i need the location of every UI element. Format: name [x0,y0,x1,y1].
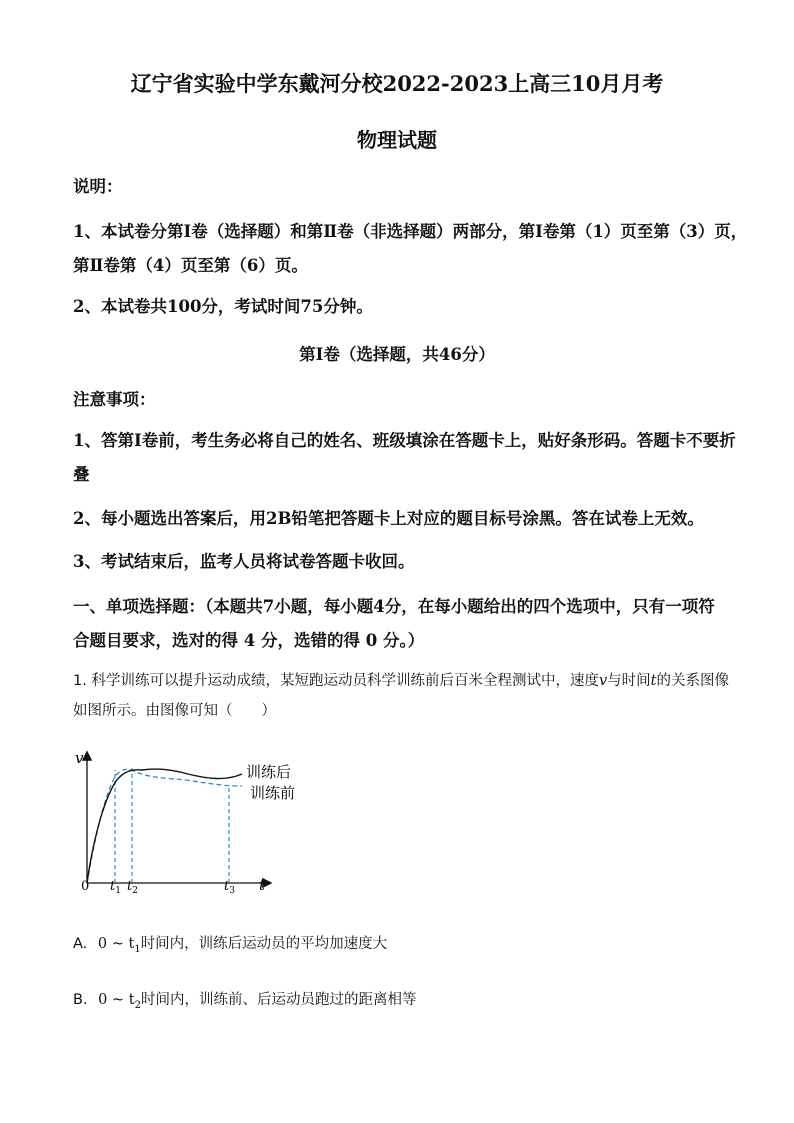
legend-after-training: 训练后 [246,763,292,781]
question-1-line-2: 如图所示。由图像可知（ ） [73,703,276,719]
var-t: t [650,673,657,689]
instructions-heading: 说明： [73,177,123,196]
option-b-text: 时间内，训练前、后运动员跑过的距离相等 [140,992,417,1008]
note-item-2: 2、每小题选出答案后，用2B铅笔把答题卡上对应的题目标号涂黑。答在试卷上无效。 [73,509,704,528]
section-1-line-1: 一、单项选择题：（本题共7小题，每小题4分，在每小题给出的四个选项中，只有一项符 [73,597,715,616]
tick-t1: $t_1$ [110,879,121,896]
instruction-item-1-line-1: 1、本试卷分第Ⅰ卷（选择题）和第Ⅱ卷（非选择题）两部分，第Ⅰ卷第（1）页至第（3）页， [73,222,748,241]
tick-t3: $t_3$ [224,879,235,896]
option-a-range: 0 ~ $t_1$ [97,936,141,955]
before-training-curve [87,769,242,883]
x-axis-label: t [259,876,266,894]
instruction-item-2: 2、本试卷共100分，考试时间75分钟。 [73,297,373,316]
note-item-3: 3、考试结束后，监考人员将试卷答题卡收回。 [73,552,415,571]
section-1-line-2: 合题目要求，选对的得 4 分，选错的得 0 分。） [73,631,425,650]
part-1-heading: 第Ⅰ卷（选择题，共46分） [299,345,495,364]
instruction-item-1-line-2: 第Ⅱ卷第（4）页至第（6）页。 [73,256,308,275]
option-a[interactable] [73,932,387,955]
page-subtitle: 物理试题 [357,128,437,152]
option-b-range: 0 ~ $t_2$ [98,992,141,1011]
velocity-time-graph [70,745,310,900]
section-1-heading [73,590,753,658]
note-item-1-line-1: 1、答第Ⅰ卷前，考生务必将自己的姓名、班级填涂在答题卡上，贴好条形码。答题卡不要折 [73,431,736,450]
tick-t2: $t_2$ [127,879,138,896]
notes-heading: 注意事项： [73,390,156,409]
note-item-1 [73,424,753,492]
origin-label: 0 [81,879,90,894]
instruction-item-1 [73,215,753,283]
option-b[interactable] [73,988,416,1011]
page-title: 辽宁省实验中学东戴河分校2022-2023上高三10月月考 [130,71,664,96]
var-v: v [598,673,608,689]
legend-before-training: 训练前 [250,784,296,802]
y-axis-label: v [75,749,84,767]
option-a-text: 时间内，训练后运动员的平均加速度大 [140,936,388,952]
option-a-letter: A. [73,936,88,952]
question-1-line-1: 1. 科学训练可以提升运动成绩，某短跑运动员科学训练前后百米全程测试中，速度v与时间t的关系图像 [73,673,729,689]
note-item-1-line-2: 叠 [73,465,90,484]
option-b-letter: B. [73,992,88,1008]
question-1-stem [73,666,733,726]
